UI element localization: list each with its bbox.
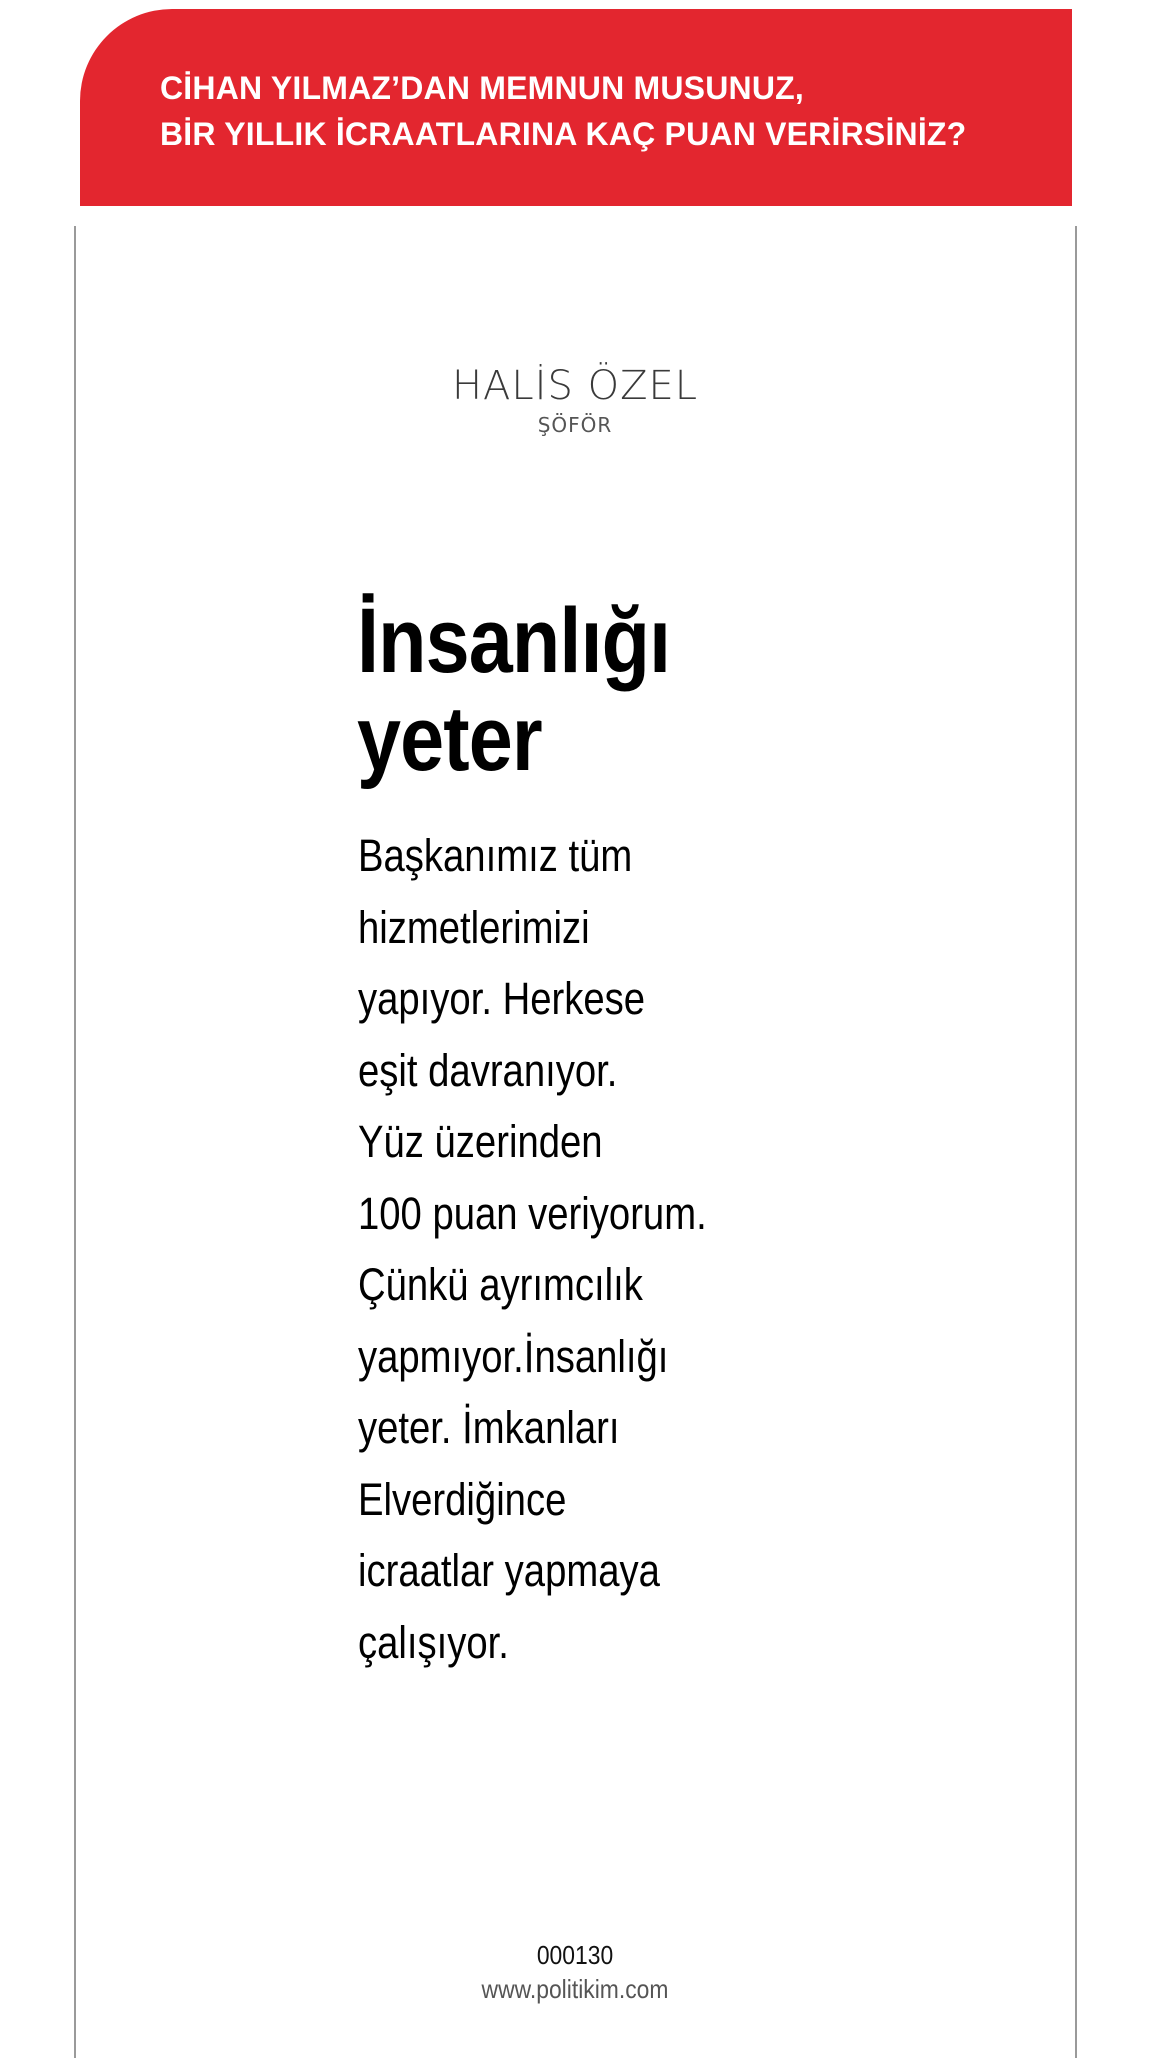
quote-body [358,820,800,1678]
body-line: eşit davranıyor. [358,1044,618,1096]
respondent-occupation: ŞÖFÖR [537,413,613,437]
body-line: yapıyor. Herkese [358,973,646,1024]
page-code: 000130 [536,1940,614,1970]
body-line: Çünkü ayrımcılık [358,1259,643,1310]
body-line: Yüz üzerinden [358,1116,603,1167]
body-line: Elverdiğince [358,1473,567,1525]
headline-line-2: yeter [357,688,542,790]
body-line: yeter. İmkanları [358,1402,620,1453]
respondent-info [0,360,1150,438]
headline-line-1: İnsanlığı [357,590,671,692]
banner-question-line-2: BİR YILLIK İCRAATLARINA KAÇ PUAN VERİRSİNİZ? [160,116,967,152]
body-line: icraatlar yapmaya [358,1545,660,1596]
body-line: yapmıyor.İnsanlığı [358,1330,669,1382]
page-footer [69,1938,1081,2006]
question-banner [80,9,1072,206]
body-line: 100 puan veriyorum. [358,1187,707,1239]
respondent-name: HALİS ÖZEL [451,363,699,409]
banner-question-line-1: CİHAN YILMAZ’DAN MEMNUN MUSUNUZ, [160,70,804,106]
frame-left-border [74,226,76,2058]
body-line: çalışıyor. [358,1616,509,1668]
frame-right-border [1075,226,1077,2058]
body-line: Başkanımız tüm [358,830,633,881]
site-url: www.politikim.com [481,1974,669,2004]
body-line: hizmetlerimizi [358,901,590,953]
quote-headline [357,592,839,788]
